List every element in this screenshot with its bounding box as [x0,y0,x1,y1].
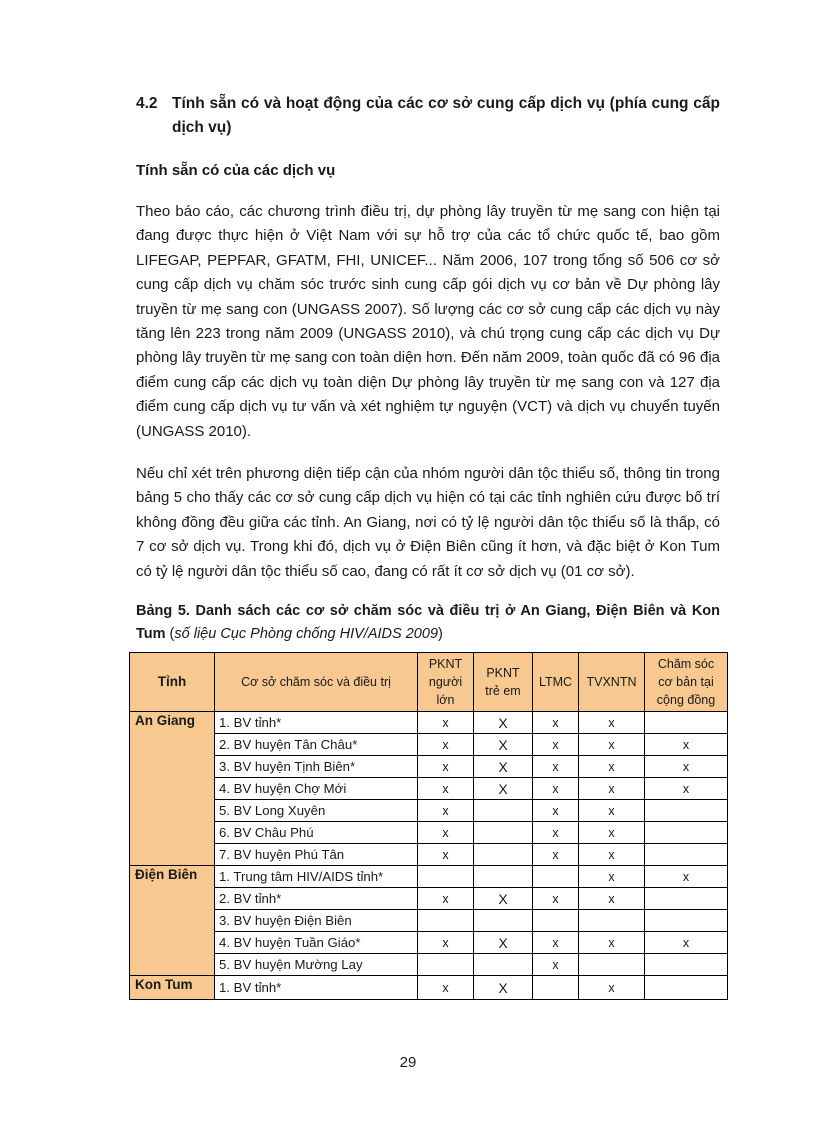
mark-cell-ltmc: x [533,822,579,844]
table-row [130,712,728,734]
table-row [130,866,728,888]
mark-cell-community: x [645,866,728,888]
mark-cell-ltmc: x [533,756,579,778]
mark-cell-tvxntn: x [579,844,645,866]
mark-cell-community [645,888,728,910]
mark-cell-tvxntn: x [579,756,645,778]
mark-cell-ltmc: x [533,844,579,866]
mark-cell-community [645,822,728,844]
facility-cell: 1. BV tỉnh* [215,976,418,1000]
table-row [130,822,728,844]
caption-source: số liệu Cục Phòng chống HIV/AIDS 2009 [174,626,438,643]
mark-cell-community [645,976,728,1000]
mark-cell-tvxntn: x [579,822,645,844]
header-community-care: Chăm sóc cơ bản tại cộng đồng [645,653,728,712]
mark-cell-community: x [645,778,728,800]
header-tvxntn: TVXNTN [579,653,645,712]
table-row [130,778,728,800]
mark-cell-community [645,844,728,866]
mark-cell-community: x [645,932,728,954]
mark-cell-pknt-child: X [474,756,533,778]
mark-cell-pknt-adult [418,866,474,888]
mark-cell-pknt-child: X [474,932,533,954]
facility-cell: 3. BV huyện Điện Biên [215,910,418,932]
mark-cell-tvxntn: x [579,800,645,822]
table-row [130,976,728,1000]
mark-cell-pknt-adult: x [418,734,474,756]
caption-title: Bảng 5. Danh sách các cơ sở chăm sóc và điều trị ở An Giang, Điện Biên và Kon Tum [136,603,720,643]
facility-cell: 2. BV tỉnh* [215,888,418,910]
table-row [130,734,728,756]
mark-cell-community [645,910,728,932]
header-ltmc: LTMC [533,653,579,712]
mark-cell-ltmc [533,976,579,1000]
caption-open-paren: ( [165,626,175,643]
mark-cell-tvxntn: x [579,712,645,734]
facility-table [129,652,728,1000]
mark-cell-tvxntn [579,910,645,932]
mark-cell-pknt-child [474,910,533,932]
mark-cell-pknt-child [474,954,533,976]
document-page [136,92,720,1000]
table-row [130,844,728,866]
facility-cell: 7. BV huyện Phú Tân [215,844,418,866]
table-row [130,756,728,778]
table-row [130,800,728,822]
mark-cell-tvxntn [579,954,645,976]
paragraph-1: Theo báo cáo, các chương trình điều trị, dự phòng lây truyền từ mẹ sang con hiện tại đang được thực hiện ở Việt Nam với sự hỗ trợ của các tổ chức quốc tế, bao gồm LIFEGAP, PEPFAR, GFATM, FHI, UNICEF... Năm 2006, 107 trong tổng số 506 cơ sở cung cấp dịch vụ chăm sóc trước sinh cung cấp gói dịch vụ cơ bản về Dự phòng lây truyền từ mẹ sang con (UNGASS 2007). Số lượng các cơ sở cung cấp các dịch vụ này tăng lên 223 trong năm 2009 (UNGASS 2010), và chú trọng cung cấp các dịch vụ Dự phòng lây truyền từ mẹ sang con toàn diện hơn. Đến năm 2009, toàn quốc đã có 96 địa điểm cung cấp các dịch vụ toàn diện Dự phòng lây truyền từ mẹ sang con và 127 địa điểm cung cấp dịch vụ tư vấn và xét nghiệm tự nguyện (VCT) và dịch vụ chuyển tuyến (UNGASS 2010). [136,203,720,440]
mark-cell-pknt-adult: x [418,976,474,1000]
mark-cell-pknt-child: X [474,778,533,800]
mark-cell-pknt-child: X [474,712,533,734]
facility-cell: 6. BV Châu Phú [215,822,418,844]
mark-cell-tvxntn: x [579,778,645,800]
table-body [130,712,728,1000]
page-number: 29 [399,1054,417,1071]
mark-cell-tvxntn: x [579,866,645,888]
subheading: Tính sẵn có của các dịch vụ [136,162,336,179]
mark-cell-pknt-child [474,822,533,844]
header-pknt-child: PKNT trẻ em [474,653,533,712]
mark-cell-pknt-adult: x [418,712,474,734]
mark-cell-community [645,712,728,734]
table-caption [136,600,720,646]
mark-cell-community: x [645,734,728,756]
mark-cell-community: x [645,756,728,778]
mark-cell-pknt-child [474,800,533,822]
province-cell: An Giang [130,712,215,866]
caption-close-paren: ) [437,626,443,643]
mark-cell-community [645,800,728,822]
facility-cell: 2. BV huyện Tân Châu* [215,734,418,756]
facility-cell: 3. BV huyện Tịnh Biên* [215,756,418,778]
mark-cell-pknt-adult: x [418,888,474,910]
mark-cell-community [645,954,728,976]
section-heading [136,92,720,140]
mark-cell-pknt-child [474,844,533,866]
mark-cell-pknt-adult [418,954,474,976]
mark-cell-pknt-adult [418,910,474,932]
header-pknt-adult: PKNT người lớn [418,653,474,712]
section-number: 4.2 [136,95,158,112]
facility-cell: 4. BV huyện Tuần Giáo* [215,932,418,954]
table-row [130,910,728,932]
header-province: Tỉnh [130,653,215,712]
mark-cell-tvxntn: x [579,976,645,1000]
facility-cell: 5. BV huyện Mường Lay [215,954,418,976]
section-title: Tính sẵn có và hoạt động của các cơ sở cung cấp dịch vụ (phía cung cấp dịch vụ) [172,95,720,136]
mark-cell-ltmc: x [533,954,579,976]
mark-cell-ltmc: x [533,778,579,800]
province-cell: Kon Tum [130,976,215,1000]
mark-cell-ltmc: x [533,800,579,822]
mark-cell-ltmc: x [533,734,579,756]
mark-cell-pknt-adult: x [418,844,474,866]
mark-cell-pknt-adult: x [418,756,474,778]
facility-cell: 1. BV tỉnh* [215,712,418,734]
table-row [130,888,728,910]
facility-cell: 1. Trung tâm HIV/AIDS tỉnh* [215,866,418,888]
mark-cell-ltmc: x [533,712,579,734]
mark-cell-tvxntn: x [579,888,645,910]
mark-cell-pknt-child: X [474,888,533,910]
paragraph-2: Nếu chỉ xét trên phương diện tiếp cận của nhóm người dân tộc thiểu số, thông tin trong bảng 5 cho thấy các cơ sở cung cấp dịch vụ hiện có tại các tỉnh nghiên cứu được bố trí không đồng đều giữa các tỉnh. An Giang, nơi có tỷ lệ người dân tộc thiểu số là thấp, có 7 cơ sở dịch vụ. Trong khi đó, dịch vụ ở Điện Biên cũng ít hơn, và đặc biệt ở Kon Tum có tỷ lệ người dân tộc thiểu số cao, đang có rất ít cơ sở dịch vụ (01 cơ sở). [136,465,720,580]
mark-cell-pknt-child: X [474,734,533,756]
mark-cell-pknt-child: X [474,976,533,1000]
mark-cell-tvxntn: x [579,932,645,954]
mark-cell-tvxntn: x [579,734,645,756]
table-row [130,932,728,954]
mark-cell-pknt-adult: x [418,932,474,954]
mark-cell-pknt-adult: x [418,822,474,844]
facility-cell: 5. BV Long Xuyên [215,800,418,822]
facility-cell: 4. BV huyện Chợ Mới [215,778,418,800]
table-row [130,954,728,976]
table-header-row [130,653,728,712]
mark-cell-ltmc [533,910,579,932]
mark-cell-ltmc: x [533,932,579,954]
mark-cell-pknt-adult: x [418,800,474,822]
province-cell: Điện Biên [130,866,215,976]
mark-cell-ltmc [533,866,579,888]
mark-cell-ltmc: x [533,888,579,910]
mark-cell-pknt-child [474,866,533,888]
header-facility: Cơ sở chăm sóc và điều trị [215,653,418,712]
mark-cell-pknt-adult: x [418,778,474,800]
